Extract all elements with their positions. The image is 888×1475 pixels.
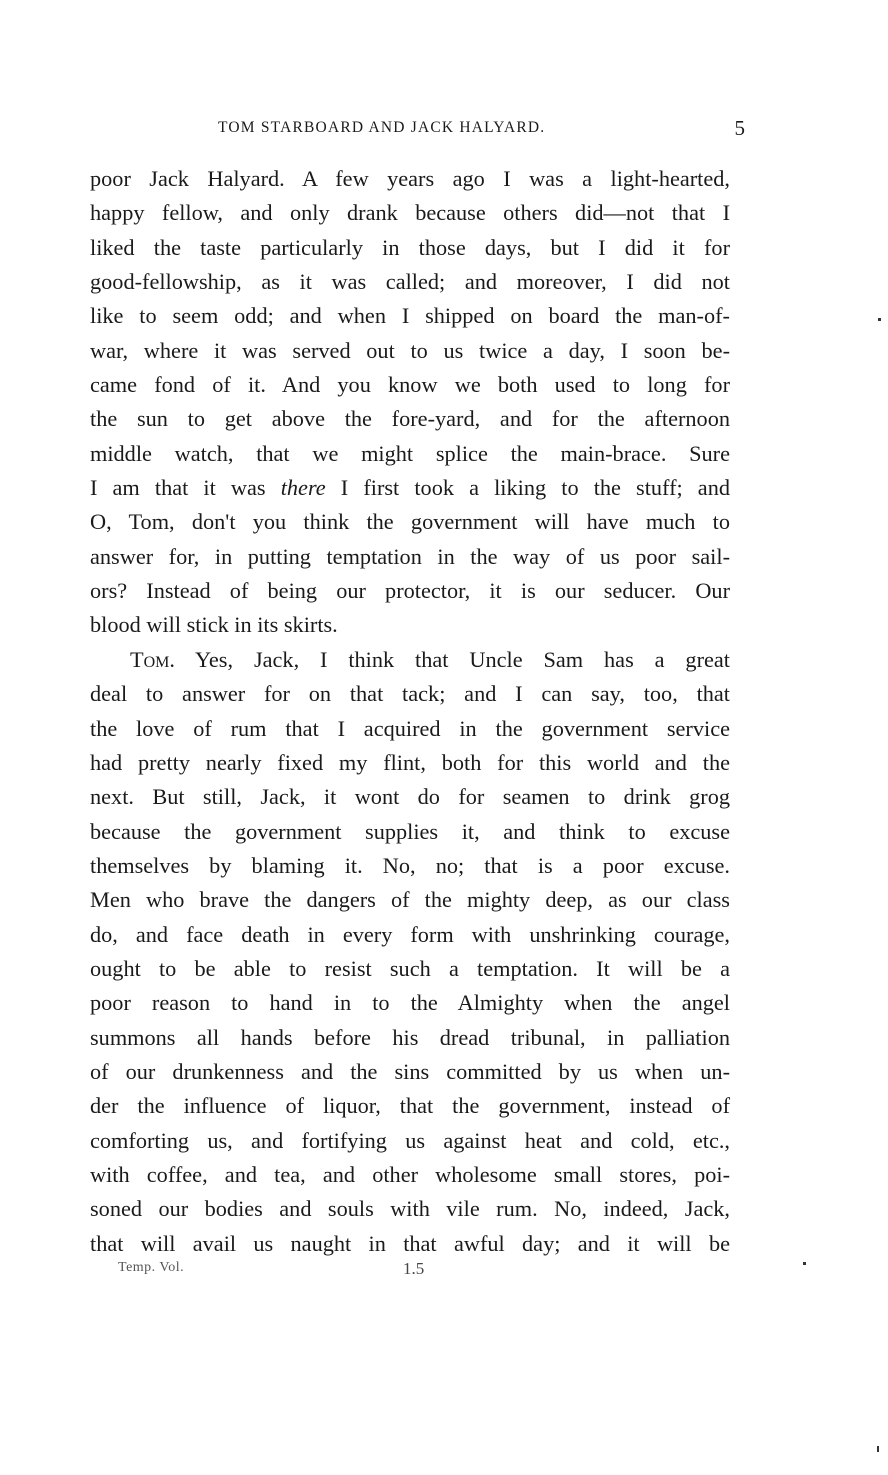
- text-line: poor Jack Halyard. A few years ago I was a light-hearted,: [90, 166, 730, 191]
- text-segment: I am that it was: [90, 475, 281, 501]
- speaker-name: Tom.: [130, 646, 175, 672]
- text-line: Men who brave the dangers of the mighty deep, as our class: [90, 887, 730, 913]
- text-line: themselves by blaming it. No, no; that is a poor excuse.: [90, 852, 730, 878]
- text-line: summons all hands before his dread tribunal, in palliation: [90, 1024, 730, 1050]
- text-line: war, where it was served out to us twice a day, I soon be-: [90, 337, 730, 363]
- scan-speck: [803, 1262, 806, 1265]
- text-line: soned our bodies and souls with vile rum. No, indeed, Jack,: [90, 1196, 730, 1222]
- text-line: ors? Instead of being our protector, it is our seducer. Our: [90, 578, 730, 604]
- text-segment: Yes, Jack, I think that Uncle Sam has a great: [174, 646, 730, 672]
- text-line: middle watch, that we might splice the main-brace. Sure: [90, 440, 730, 466]
- paragraph-tom: [90, 643, 730, 1261]
- text-line: because the government supplies it, and think to excuse: [90, 818, 730, 844]
- text-line: the sun to get above the fore-yard, and for the afternoon: [90, 406, 730, 432]
- scan-speck: [877, 1446, 879, 1452]
- text-line: that will avail us naught in that awful day; and it will be: [90, 1230, 730, 1256]
- text-line-with-italic: [90, 471, 730, 505]
- text-line: next. But still, Jack, it wont do for seamen to drink grog: [90, 784, 730, 810]
- text-line: deal to answer for on that tack; and I can say, too, that: [90, 681, 730, 707]
- page-number: 5: [734, 116, 745, 140]
- text-line: comforting us, and fortifying us against heat and cold, etc.,: [90, 1127, 730, 1153]
- text-line: blood will stick in its skirts.: [90, 612, 338, 638]
- running-header: [90, 116, 745, 143]
- text-line: came fond of it. And you know we both used to long for: [90, 372, 730, 398]
- text-line: had pretty nearly fixed my flint, both for this world and the: [90, 749, 730, 775]
- paragraph-jack-continued: [90, 162, 730, 643]
- text-line: happy fellow, and only drank because others did—not that I: [90, 200, 730, 226]
- text-line: do, and face death in every form with unshrinking courage,: [90, 921, 730, 947]
- text-line: der the influence of liquor, that the government, instead of: [90, 1093, 730, 1119]
- signature-mark: 1.5: [403, 1259, 425, 1278]
- scan-speck: [878, 318, 881, 321]
- text-line: poor reason to hand in to the Almighty when the angel: [90, 990, 730, 1016]
- text-line: like to seem odd; and when I shipped on board the man-of-: [90, 303, 730, 329]
- text-line: with coffee, and tea, and other wholesome small stores, poi-: [90, 1161, 730, 1187]
- text-line: O, Tom, don't you think the government will have much to: [90, 509, 730, 535]
- text-segment: I first took a liking to the stuff; and: [325, 475, 730, 501]
- body-text: [90, 162, 730, 1261]
- running-title: TOM STARBOARD AND JACK HALYARD.: [218, 119, 546, 136]
- text-line: liked the taste particularly in those days, but I did it for: [90, 234, 730, 260]
- printer-signature: Temp. Vol.: [118, 1260, 185, 1275]
- text-line: ought to be able to resist such a temptation. It will be a: [90, 955, 730, 981]
- text-line-speaker: [90, 643, 730, 677]
- text-line: of our drunkenness and the sins committed by us when un-: [90, 1058, 730, 1084]
- text-line: good-fellowship, as it was called; and moreover, I did not: [90, 269, 730, 295]
- italic-word: there: [280, 475, 326, 501]
- text-line: answer for, in putting temptation in the way of us poor sail-: [90, 543, 730, 569]
- text-line: the love of rum that I acquired in the government service: [90, 715, 730, 741]
